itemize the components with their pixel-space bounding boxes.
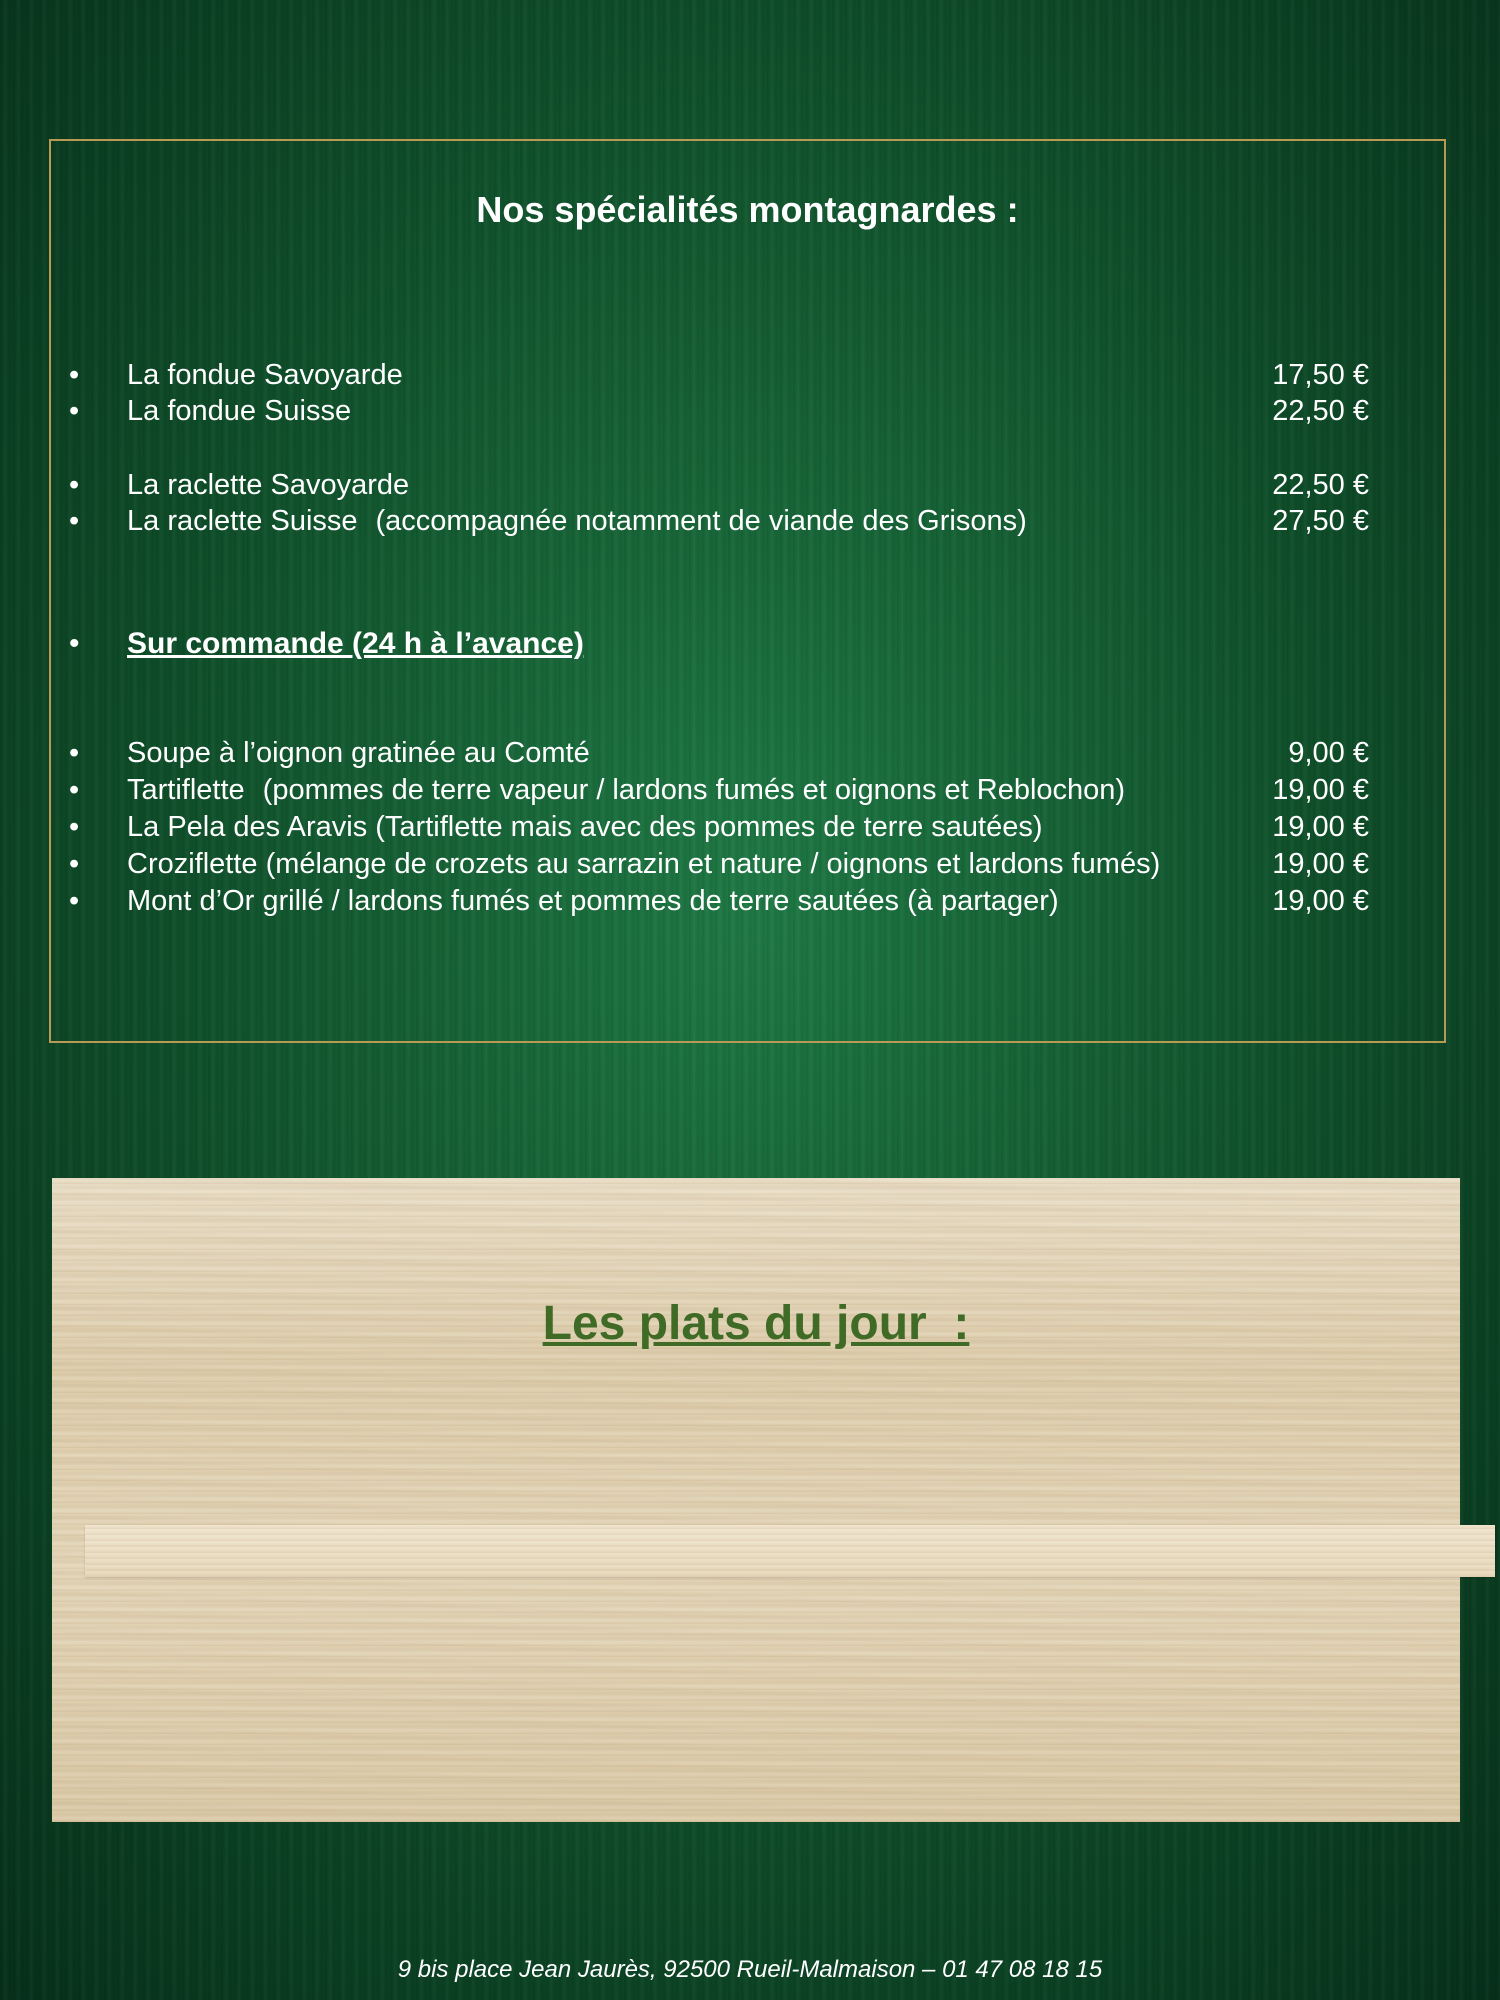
item-name: Soupe à l’oignon gratinée au Comté: [127, 737, 590, 769]
footer-address: 9 bis place Jean Jaurès, 92500 Rueil-Malmaison – 01 47 08 18 15: [397, 1956, 1103, 1983]
menu-item: [69, 503, 1369, 539]
bullet: •: [69, 774, 80, 806]
item-price: 19,00 €: [1272, 774, 1369, 806]
item-price: 27,50 €: [1272, 505, 1369, 537]
item-note: (accompagnée notamment de viande des Grisons): [375, 505, 1027, 537]
wood-plank-divider: [85, 1525, 1495, 1577]
specialities-section: [49, 139, 1446, 1043]
item-price: 17,50 €: [1272, 359, 1369, 391]
menu-item: [69, 809, 1369, 845]
item-name: Mont d’Or grillé / lardons fumés et pommes de terre sautées (à partager): [127, 885, 1059, 917]
order-heading-text: Sur commande (24 h à l’avance): [127, 627, 584, 660]
bullet: •: [69, 737, 80, 769]
item-name: La Pela des Aravis (Tartiflette mais avec des pommes de terre sautées): [127, 811, 1043, 843]
bullet: •: [69, 885, 80, 917]
menu-item: [69, 467, 1369, 503]
item-name: Tartiflette (pommes de terre vapeur / lardons fumés et oignons et Reblochon): [127, 774, 1126, 806]
item-name: La fondue Savoyarde: [127, 359, 403, 391]
bullet: •: [69, 848, 80, 880]
bullet: •: [69, 811, 80, 843]
bullet: •: [69, 359, 80, 391]
item-name: Croziflette (mélange de crozets au sarrazin et nature / oignons et lardons fumés): [127, 848, 1161, 880]
bullet: •: [69, 627, 80, 660]
item-name: La fondue Suisse: [127, 395, 352, 427]
item-price: 19,00 €: [1272, 885, 1369, 917]
item-price: 22,50 €: [1272, 469, 1369, 501]
bullet: •: [69, 505, 80, 537]
item-name: La raclette Suisse (accompagnée notamment de viande des Grisons): [127, 505, 1027, 537]
item-price: 9,00 €: [1288, 737, 1369, 769]
menu-item: [69, 393, 1369, 429]
item-price: 19,00 €: [1272, 848, 1369, 880]
menu-item: [69, 735, 1369, 771]
menu-item: [69, 846, 1369, 882]
item-price: 19,00 €: [1272, 811, 1369, 843]
menu-item: [69, 772, 1369, 808]
specialities-title: Nos spécialités montagnardes :: [476, 189, 1019, 230]
daily-specials-title: Les plats du jour :: [542, 1297, 970, 1350]
bullet: •: [69, 469, 80, 501]
menu-item: [69, 883, 1369, 919]
item-name: La raclette Savoyarde: [127, 469, 410, 501]
menu-item: [69, 357, 1369, 393]
bullet: •: [69, 395, 80, 427]
item-price: 22,50 €: [1272, 395, 1369, 427]
item-note: (pommes de terre vapeur / lardons fumés et oignons et Reblochon): [262, 774, 1126, 806]
daily-specials-panel: [52, 1178, 1460, 1822]
